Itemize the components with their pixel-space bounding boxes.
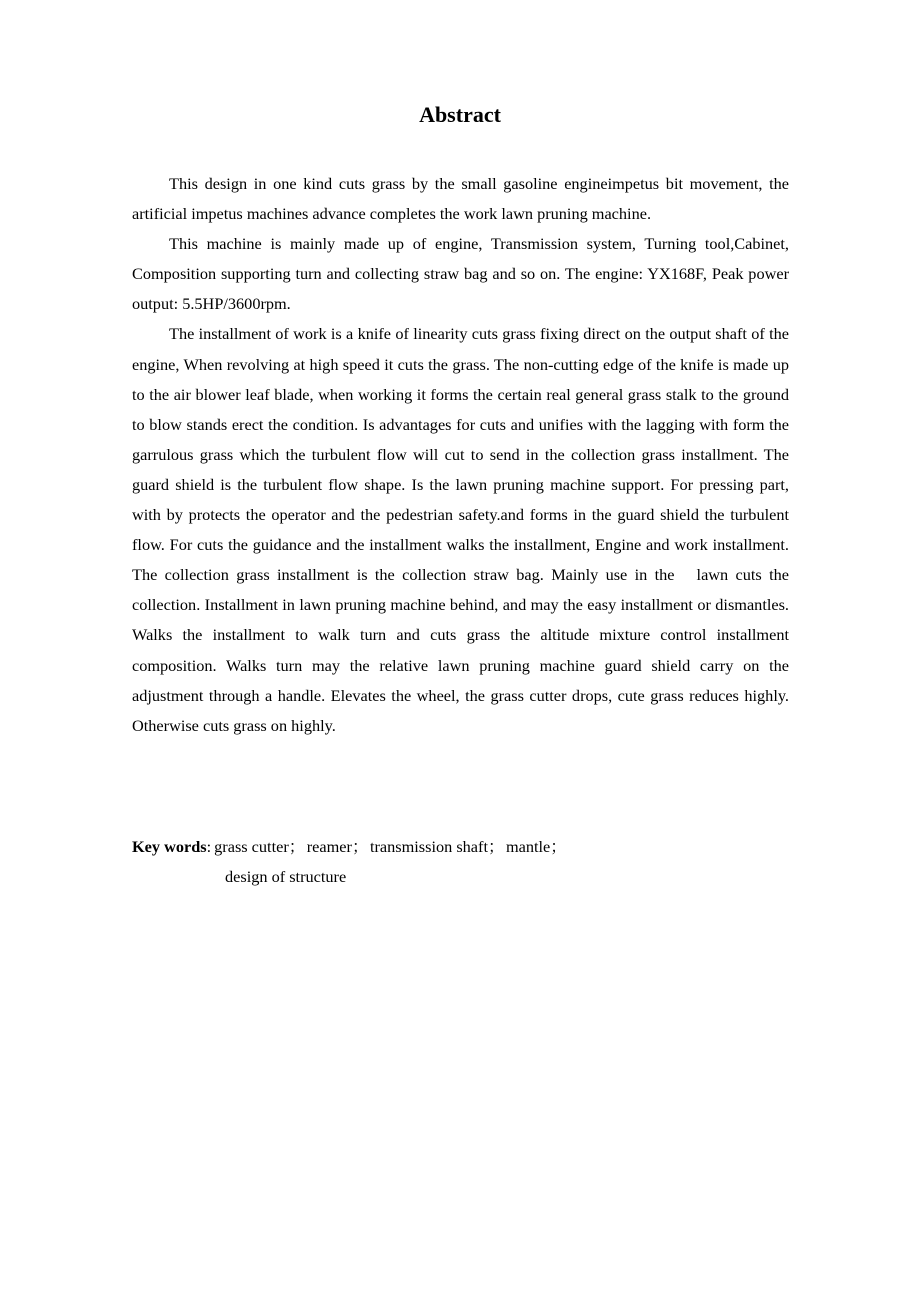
keywords-line-1 xyxy=(132,832,789,862)
keywords-line-2 xyxy=(132,862,789,892)
abstract-paragraph-2: This machine is mainly made up of engine, Transmission system, Turning tool,Cabinet, Composition supporting turn and collecting straw bag and so on. The engine: YX168F, Peak power output: 5.5HP/3600rpm. xyxy=(132,234,789,314)
keyword-separator: ； xyxy=(487,837,505,856)
keyword-item: transmission shaft xyxy=(369,837,488,856)
keyword-separator: ； xyxy=(550,837,567,856)
keywords-section xyxy=(132,832,789,892)
keywords-colon: : xyxy=(206,837,212,856)
keyword-separator: ； xyxy=(288,837,306,856)
abstract-title: Abstract xyxy=(419,102,501,127)
keyword-separator: ； xyxy=(351,837,369,856)
keyword-item: design of structure xyxy=(225,867,347,886)
abstract-body xyxy=(132,169,794,741)
keyword-item: reamer xyxy=(306,837,352,856)
abstract-paragraph-1: This design in one kind cuts grass by the small gasoline engineimpetus bit movement, the artificial impetus machines advance completes the work lawn pruning machine. xyxy=(132,174,789,224)
keywords-list xyxy=(214,832,568,862)
keyword-item: grass cutter xyxy=(214,837,289,856)
keyword-item: mantle xyxy=(505,837,551,856)
keywords-label: Key words xyxy=(132,837,207,856)
abstract-paragraph-3: The installment of work is a knife of linearity cuts grass fixing direct on the output shaft of the engine, When revolving at high speed it cuts the grass. The non-cutting edge of the knife is made up to the air blower leaf blade, when working it forms the certain real general grass stalk to the ground to blow stands erect the condition. Is advantages for cuts and unifies with the lagging with form the garrulous grass which the turbulent flow will cut to send in the collection grass installment. The guard shield is the turbulent flow shape. Is the lawn pruning machine support. For pressing part, with by protects the operator and the pedestrian safety.and forms in the guard shield the turbulent flow. For cuts the guidance and the installment walks the installment, Engine and work installment. The collection grass installment is the collection straw bag. Mainly use in the lawn cuts the collection. Installment in lawn pruning machine behind, and may the easy installment or dismantles. Walks the installment to walk turn and cuts grass the altitude mixture control installment composition. Walks turn may the relative lawn pruning machine guard shield carry on the adjustment through a handle. Elevates the wheel, the grass cutter drops, cute grass reduces highly. Otherwise cuts grass on highly. xyxy=(132,324,794,735)
